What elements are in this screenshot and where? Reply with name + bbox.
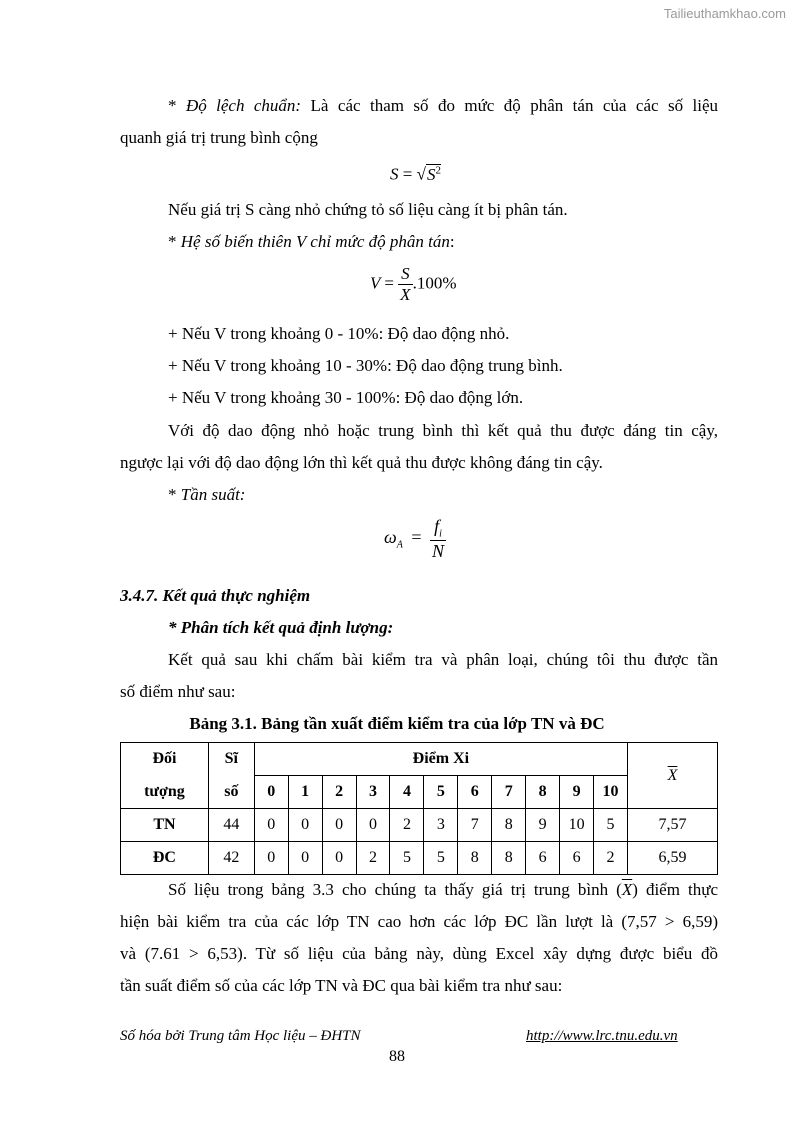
header-count: số (208, 776, 254, 809)
score-column: 0 (254, 776, 288, 809)
std-dev-formula: $S = √S^2$ (390, 164, 441, 184)
std-dev-label: Độ lệch chuẩn: (185, 96, 302, 115)
row-freq: 2 (356, 842, 390, 875)
mean-symbol: $\overline{X}$ (667, 766, 678, 784)
row-count: 42 (208, 842, 254, 875)
score-column: 9 (560, 776, 594, 809)
std-dev-note: Nếu giá trị S càng nhỏ chứng tỏ số liệu càng ít bị phân tán. (168, 200, 568, 219)
cv-rule: + Nếu V trong khoảng 10 - 30%: Độ dao động trung bình. (168, 356, 563, 375)
score-column: 2 (322, 776, 356, 809)
row-freq: 9 (526, 809, 560, 842)
row-group: TN (121, 809, 209, 842)
row-mean: 7,57 (628, 809, 718, 842)
formula-numerator: f (434, 516, 440, 536)
row-freq: 0 (356, 809, 390, 842)
formula-equals: = (402, 164, 413, 184)
section-title: 3.4.7. Kết quả thực nghiệm (120, 586, 311, 605)
cv-formula: V = $\frac{S}{X}$ .100% (370, 264, 457, 304)
row-freq: 6 (560, 842, 594, 875)
row-mean: 6,59 (628, 842, 718, 875)
formula-exponent: 2 (435, 164, 441, 176)
score-column: 4 (390, 776, 424, 809)
header-count: Sĩ (208, 743, 254, 776)
header-subject: Đối (121, 743, 209, 776)
cv-rule: + Nếu V trong khoảng 0 - 10%: Độ dao động nhỏ. (168, 324, 510, 343)
analysis-text-1b: ) điểm thực (632, 880, 718, 899)
row-freq: 8 (492, 809, 526, 842)
row-freq: 0 (288, 809, 322, 842)
row-freq: 0 (254, 809, 288, 842)
cv-heading: * Hệ số biến thiên V chỉ mức độ phân tán: (168, 232, 455, 251)
table-row (121, 809, 718, 842)
row-freq: 8 (492, 842, 526, 875)
row-freq: 5 (390, 842, 424, 875)
header-scores: Điểm Xi (254, 743, 627, 776)
subsection-title: * Phân tích kết quả định lượng: (168, 618, 394, 637)
formula-subscript: A (396, 539, 403, 551)
row-freq: 2 (594, 842, 628, 875)
score-column: 10 (594, 776, 628, 809)
analysis-line-4: tần suất điểm số của các lớp TN và ĐC qua bài kiểm tra như sau: (120, 976, 563, 995)
formula-symbol: V (370, 273, 381, 293)
formula-symbol: ω (384, 526, 397, 547)
row-freq: 6 (526, 842, 560, 875)
std-dev-definition: Là các tham số đo mức độ phân tán của các số liệu (310, 96, 719, 115)
row-freq: 0 (322, 842, 356, 875)
score-column: 6 (458, 776, 492, 809)
header-mean (628, 743, 718, 809)
mean-symbol: $\overline{X}$ (621, 880, 633, 899)
std-dev-line-1: * Độ lệch chuẩn: Là các tham số đo mức độ phân tán của các số liệu (168, 96, 719, 115)
formula-tail: .100% (412, 273, 457, 293)
intro-line-1 (120, 650, 718, 670)
analysis-line-3: và (7.61 > 6,53). Từ số liệu của bảng này, dùng Excel xây dựng được biểu đồ (120, 944, 718, 963)
freq-label: Tần suất: (180, 485, 246, 504)
row-freq: 0 (254, 842, 288, 875)
footer-link[interactable]: http://www.lrc.tnu.edu.vn (526, 1028, 678, 1044)
table-header-row (121, 743, 718, 776)
score-column: 3 (356, 776, 390, 809)
score-column: 5 (424, 776, 458, 809)
freq-formula: $\omega_A$ = $\frac{f_i}{N}$ (384, 516, 444, 561)
std-dev-line-2: quanh giá trị trung bình cộng (120, 128, 318, 147)
intro-line-2: số điểm như sau: (120, 682, 236, 701)
row-freq: 2 (390, 809, 424, 842)
row-freq: 7 (458, 809, 492, 842)
cv-rule: + Nếu V trong khoảng 30 - 100%: Độ dao động lớn. (168, 388, 524, 407)
analysis-line-1 (120, 880, 718, 900)
cv-label: Hệ số biến thiên V chỉ mức độ phân tán (180, 232, 450, 251)
row-freq: 3 (424, 809, 458, 842)
row-freq: 0 (288, 842, 322, 875)
row-freq: 5 (594, 809, 628, 842)
reliability-line-1 (120, 421, 718, 441)
score-column: 8 (526, 776, 560, 809)
row-freq: 10 (560, 809, 594, 842)
analysis-text-1a: Số liệu trong bảng 3.3 cho chúng ta thấy giá trị trung bình ( (168, 880, 622, 899)
table-row (121, 842, 718, 875)
row-group: ĐC (121, 842, 209, 875)
page-number: 88 (389, 1048, 405, 1065)
score-column: 7 (492, 776, 526, 809)
cv-colon: : (449, 232, 455, 251)
formula-denominator: N (431, 540, 444, 561)
formula-denominator: X (400, 285, 411, 304)
formula-num-subscript: i (439, 528, 442, 540)
formula-symbol: S (390, 164, 399, 184)
row-freq: 8 (458, 842, 492, 875)
formula-radicand: S (426, 164, 436, 184)
analysis-line-2: hiện bài kiểm tra của các lớp TN cao hơn các lớp ĐC lần lượt là (7,57 > 6,59) (120, 912, 718, 931)
watermark: Tailieuthamkhao.com (663, 6, 786, 21)
row-freq: 0 (322, 809, 356, 842)
table-caption: Bảng 3.1. Bảng tần xuất điểm kiểm tra của lớp TN và ĐC (189, 714, 605, 733)
score-column: 1 (288, 776, 322, 809)
row-count: 44 (208, 809, 254, 842)
formula-numerator: S (401, 264, 410, 283)
header-subject: tượng (121, 776, 209, 809)
freq-heading: * Tần suất: (168, 485, 246, 504)
footer-source: Số hóa bởi Trung tâm Học liệu – ĐHTN (120, 1028, 361, 1044)
frequency-table (120, 742, 718, 875)
row-freq: 5 (424, 842, 458, 875)
intro-text-1: Kết quả sau khi chấm bài kiểm tra và phân loại, chúng tôi thu được tần (168, 650, 718, 669)
reliability-line-2: ngược lại với độ dao động lớn thì kết quả thu được không đáng tin cậy. (120, 453, 603, 472)
reliability-text-1: Với độ dao động nhỏ hoặc trung bình thì kết quả thu được đáng tin cậy, (168, 421, 718, 440)
